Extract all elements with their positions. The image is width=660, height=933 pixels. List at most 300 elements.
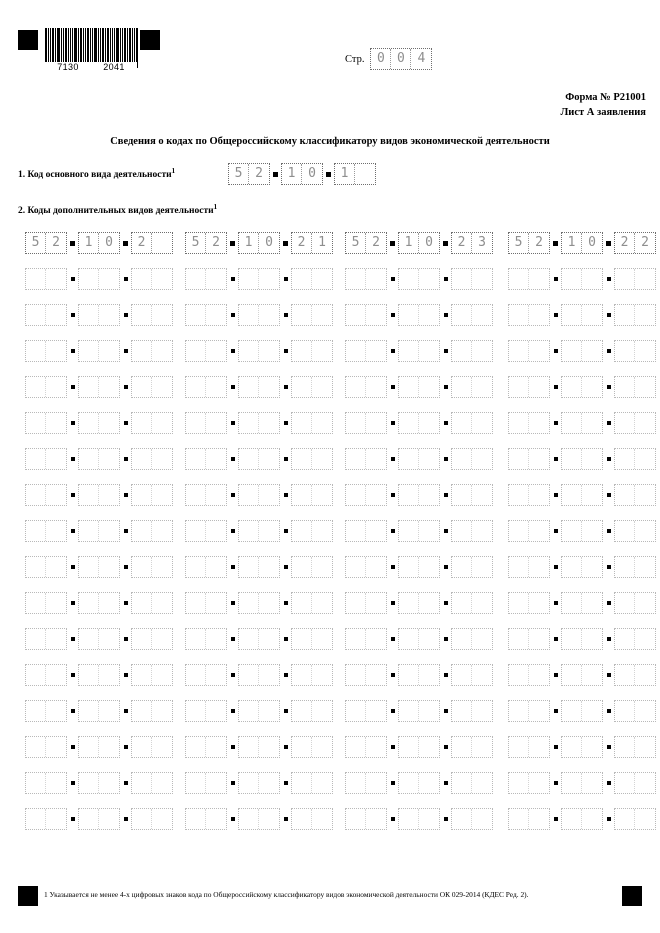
code-cell[interactable]: [99, 701, 119, 721]
code-cell[interactable]: [46, 413, 66, 433]
code-group[interactable]: [291, 520, 333, 542]
code-cell[interactable]: [259, 701, 279, 721]
code-cell[interactable]: [186, 449, 206, 469]
code-cell[interactable]: 2: [132, 233, 152, 253]
code-cell[interactable]: 0: [308, 166, 316, 181]
activity-code-field[interactable]: [25, 700, 173, 722]
code-group[interactable]: [561, 232, 603, 254]
activity-code-empty[interactable]: [345, 592, 493, 614]
code-cell[interactable]: [635, 521, 655, 541]
activity-code-empty[interactable]: [25, 520, 173, 542]
code-cell[interactable]: [635, 773, 655, 793]
activity-code-field[interactable]: [25, 628, 173, 650]
code-cell[interactable]: [419, 377, 439, 397]
code-group[interactable]: [238, 736, 280, 758]
code-cell[interactable]: [562, 773, 582, 793]
code-cell[interactable]: [292, 449, 312, 469]
activity-code-empty[interactable]: [25, 736, 173, 758]
activity-code-field[interactable]: [508, 628, 656, 650]
code-cell[interactable]: [99, 485, 119, 505]
code-cell[interactable]: [509, 449, 529, 469]
code-cell[interactable]: [366, 737, 386, 757]
activity-code-empty[interactable]: [185, 700, 333, 722]
code-cell[interactable]: [259, 305, 279, 325]
activity-code-filled[interactable]: [345, 232, 493, 254]
activity-code-empty[interactable]: [25, 340, 173, 362]
code-cell[interactable]: [312, 665, 332, 685]
code-cell[interactable]: [46, 737, 66, 757]
code-cell[interactable]: [186, 773, 206, 793]
code-group[interactable]: [291, 772, 333, 794]
code-group[interactable]: [614, 520, 656, 542]
code-group[interactable]: [508, 520, 550, 542]
code-group[interactable]: [508, 736, 550, 758]
code-group[interactable]: [398, 628, 440, 650]
code-cell[interactable]: [346, 449, 366, 469]
code-cell[interactable]: [26, 557, 46, 577]
code-group[interactable]: [561, 592, 603, 614]
code-cell[interactable]: [529, 665, 549, 685]
code-cell[interactable]: [452, 485, 472, 505]
code-cell[interactable]: [635, 485, 655, 505]
code-cell[interactable]: [615, 593, 635, 613]
activity-code-field[interactable]: [185, 304, 333, 326]
code-cell[interactable]: [259, 773, 279, 793]
code-group[interactable]: [228, 163, 270, 185]
code-cell[interactable]: [399, 521, 419, 541]
code-cell[interactable]: [46, 701, 66, 721]
activity-code-empty[interactable]: [25, 268, 173, 290]
code-group[interactable]: [131, 376, 173, 398]
code-cell[interactable]: [419, 413, 439, 433]
code-cell[interactable]: [635, 377, 655, 397]
code-group[interactable]: [561, 736, 603, 758]
code-cell[interactable]: 1: [79, 233, 99, 253]
code-cell[interactable]: [399, 809, 419, 829]
code-cell[interactable]: [366, 665, 386, 685]
code-group[interactable]: [185, 700, 227, 722]
code-cell[interactable]: [452, 629, 472, 649]
code-cell[interactable]: [529, 485, 549, 505]
activity-code-field[interactable]: [25, 484, 173, 506]
activity-code-field[interactable]: [345, 268, 493, 290]
code-cell[interactable]: [99, 305, 119, 325]
code-cell[interactable]: [99, 593, 119, 613]
activity-code-field[interactable]: [185, 772, 333, 794]
code-cell[interactable]: [615, 629, 635, 649]
activity-code-field[interactable]: [508, 448, 656, 470]
code-cell[interactable]: [582, 521, 602, 541]
activity-code-field[interactable]: [508, 412, 656, 434]
code-cell[interactable]: [562, 665, 582, 685]
code-cell[interactable]: [472, 377, 492, 397]
code-group[interactable]: [561, 376, 603, 398]
code-group[interactable]: [508, 628, 550, 650]
code-cell[interactable]: [366, 773, 386, 793]
code-cell[interactable]: [152, 557, 172, 577]
code-cell[interactable]: [239, 449, 259, 469]
activity-code-empty[interactable]: [25, 664, 173, 686]
code-group[interactable]: [291, 340, 333, 362]
code-cell[interactable]: [152, 377, 172, 397]
code-group[interactable]: [185, 304, 227, 326]
code-cell[interactable]: [239, 305, 259, 325]
activity-code-field[interactable]: [25, 268, 173, 290]
code-cell[interactable]: [239, 377, 259, 397]
code-cell[interactable]: [452, 701, 472, 721]
code-cell[interactable]: [26, 737, 46, 757]
code-cell[interactable]: [152, 449, 172, 469]
code-cell[interactable]: [582, 737, 602, 757]
activity-code-field[interactable]: [508, 376, 656, 398]
code-cell[interactable]: [292, 377, 312, 397]
code-cell[interactable]: [509, 809, 529, 829]
activity-code-field[interactable]: [345, 628, 493, 650]
code-cell[interactable]: [635, 665, 655, 685]
code-group[interactable]: [334, 163, 376, 185]
code-group[interactable]: [561, 700, 603, 722]
code-cell[interactable]: [509, 629, 529, 649]
code-group[interactable]: [451, 736, 493, 758]
code-cell[interactable]: [152, 305, 172, 325]
code-group[interactable]: [398, 304, 440, 326]
code-cell[interactable]: [99, 629, 119, 649]
activity-code-field[interactable]: [25, 376, 173, 398]
code-cell[interactable]: [355, 164, 375, 184]
code-cell[interactable]: [562, 521, 582, 541]
code-group[interactable]: [451, 664, 493, 686]
code-cell[interactable]: [419, 629, 439, 649]
activity-code-empty[interactable]: [185, 736, 333, 758]
code-cell[interactable]: [206, 737, 226, 757]
code-group[interactable]: [345, 592, 387, 614]
code-group[interactable]: [345, 412, 387, 434]
activity-code-empty[interactable]: [508, 304, 656, 326]
code-group[interactable]: [614, 808, 656, 830]
code-cell[interactable]: [399, 629, 419, 649]
code-cell[interactable]: [206, 809, 226, 829]
code-group[interactable]: [185, 772, 227, 794]
code-group[interactable]: [561, 556, 603, 578]
activity-code-field[interactable]: [25, 304, 173, 326]
code-group[interactable]: [398, 412, 440, 434]
code-group[interactable]: [291, 628, 333, 650]
code-cell[interactable]: [472, 593, 492, 613]
activity-code-empty[interactable]: [25, 448, 173, 470]
code-cell[interactable]: [582, 377, 602, 397]
code-cell[interactable]: [472, 701, 492, 721]
code-cell[interactable]: [635, 737, 655, 757]
code-cell[interactable]: 2: [452, 233, 472, 253]
code-cell[interactable]: [206, 557, 226, 577]
page-number-cell[interactable]: 0: [391, 49, 411, 69]
code-cell[interactable]: [529, 737, 549, 757]
code-group[interactable]: [345, 772, 387, 794]
activity-code-field[interactable]: [345, 664, 493, 686]
code-cell[interactable]: [239, 413, 259, 433]
code-cell[interactable]: [79, 341, 99, 361]
code-cell[interactable]: [99, 557, 119, 577]
activity-code-empty[interactable]: [185, 592, 333, 614]
code-cell[interactable]: [615, 809, 635, 829]
code-cell[interactable]: [79, 485, 99, 505]
code-cell[interactable]: [26, 413, 46, 433]
code-cell[interactable]: [239, 593, 259, 613]
code-group[interactable]: [345, 376, 387, 398]
code-group[interactable]: [131, 628, 173, 650]
activity-code-field[interactable]: [345, 592, 493, 614]
code-cell[interactable]: [509, 593, 529, 613]
code-cell[interactable]: [562, 809, 582, 829]
code-cell[interactable]: [346, 773, 366, 793]
code-cell[interactable]: [562, 701, 582, 721]
code-cell[interactable]: [99, 377, 119, 397]
code-cell[interactable]: [419, 521, 439, 541]
code-cell[interactable]: 2: [372, 235, 380, 250]
code-cell[interactable]: [26, 701, 46, 721]
code-cell[interactable]: [509, 485, 529, 505]
activity-code-field[interactable]: [185, 628, 333, 650]
activity-code-field[interactable]: [25, 808, 173, 830]
code-group[interactable]: [238, 772, 280, 794]
code-group[interactable]: [345, 268, 387, 290]
code-cell[interactable]: [399, 593, 419, 613]
code-cell[interactable]: [635, 557, 655, 577]
code-cell[interactable]: [79, 593, 99, 613]
code-cell[interactable]: [346, 305, 366, 325]
code-group[interactable]: [131, 736, 173, 758]
code-cell[interactable]: [472, 809, 492, 829]
code-cell[interactable]: [26, 521, 46, 541]
code-group[interactable]: [185, 628, 227, 650]
code-cell[interactable]: [292, 341, 312, 361]
activity-code-empty[interactable]: [345, 736, 493, 758]
code-group[interactable]: [451, 340, 493, 362]
activity-code-empty[interactable]: [185, 304, 333, 326]
code-cell[interactable]: [452, 341, 472, 361]
code-cell[interactable]: 1: [318, 235, 326, 250]
code-group[interactable]: [345, 448, 387, 470]
code-cell[interactable]: [399, 665, 419, 685]
code-cell[interactable]: [346, 341, 366, 361]
activity-code-field[interactable]: [508, 664, 656, 686]
code-cell[interactable]: 2: [615, 233, 635, 253]
code-group[interactable]: [451, 592, 493, 614]
code-cell[interactable]: [529, 377, 549, 397]
activity-code-field[interactable]: [185, 520, 333, 542]
activity-code-filled[interactable]: [185, 232, 333, 254]
code-cell[interactable]: 1: [282, 164, 302, 184]
code-cell[interactable]: [615, 341, 635, 361]
code-cell[interactable]: 0: [105, 235, 113, 250]
code-group[interactable]: [398, 232, 440, 254]
code-cell[interactable]: [206, 593, 226, 613]
code-cell[interactable]: 5: [186, 233, 206, 253]
code-cell[interactable]: [366, 269, 386, 289]
code-group[interactable]: [561, 484, 603, 506]
activity-code-empty[interactable]: [25, 700, 173, 722]
code-cell[interactable]: [46, 593, 66, 613]
code-cell[interactable]: [399, 557, 419, 577]
code-group[interactable]: [291, 304, 333, 326]
code-cell[interactable]: [26, 593, 46, 613]
code-group[interactable]: [25, 376, 67, 398]
code-cell[interactable]: [366, 701, 386, 721]
code-group[interactable]: [238, 304, 280, 326]
code-group[interactable]: [614, 412, 656, 434]
code-group[interactable]: [25, 556, 67, 578]
code-cell[interactable]: [152, 413, 172, 433]
code-cell[interactable]: [46, 449, 66, 469]
code-cell[interactable]: [366, 305, 386, 325]
page-number-boxes[interactable]: [370, 48, 432, 70]
code-cell[interactable]: [79, 737, 99, 757]
activity-code-empty[interactable]: [185, 520, 333, 542]
code-group[interactable]: [238, 412, 280, 434]
activity-code-empty[interactable]: [508, 592, 656, 614]
code-cell[interactable]: [206, 341, 226, 361]
code-cell[interactable]: [452, 809, 472, 829]
code-cell[interactable]: [366, 593, 386, 613]
code-group[interactable]: [451, 448, 493, 470]
code-cell[interactable]: [186, 341, 206, 361]
code-cell[interactable]: [562, 593, 582, 613]
code-group[interactable]: [25, 664, 67, 686]
code-cell[interactable]: [615, 521, 635, 541]
code-group[interactable]: [398, 484, 440, 506]
code-group[interactable]: [508, 772, 550, 794]
code-cell[interactable]: [399, 773, 419, 793]
code-cell[interactable]: [206, 449, 226, 469]
activity-code-empty[interactable]: [508, 700, 656, 722]
code-cell[interactable]: [206, 773, 226, 793]
code-cell[interactable]: [132, 593, 152, 613]
activity-code-empty[interactable]: [345, 268, 493, 290]
code-cell[interactable]: [99, 809, 119, 829]
activity-code-field[interactable]: [345, 232, 493, 254]
activity-code-empty[interactable]: [25, 628, 173, 650]
code-group[interactable]: [25, 808, 67, 830]
activity-code-field[interactable]: [185, 664, 333, 686]
code-group[interactable]: [614, 592, 656, 614]
code-cell[interactable]: [132, 269, 152, 289]
code-cell[interactable]: [346, 521, 366, 541]
code-cell[interactable]: [582, 593, 602, 613]
code-cell[interactable]: [366, 557, 386, 577]
code-cell[interactable]: [582, 701, 602, 721]
activity-code-field[interactable]: [345, 340, 493, 362]
code-cell[interactable]: [99, 341, 119, 361]
code-cell[interactable]: [366, 485, 386, 505]
code-cell[interactable]: [239, 809, 259, 829]
code-group[interactable]: [291, 592, 333, 614]
code-group[interactable]: [78, 592, 120, 614]
code-cell[interactable]: [152, 809, 172, 829]
activity-code-empty[interactable]: [25, 412, 173, 434]
activity-code-field[interactable]: [185, 592, 333, 614]
code-cell[interactable]: [509, 665, 529, 685]
code-group[interactable]: [78, 736, 120, 758]
code-cell[interactable]: [635, 629, 655, 649]
code-cell[interactable]: [152, 485, 172, 505]
code-cell[interactable]: [582, 449, 602, 469]
code-cell[interactable]: [152, 593, 172, 613]
code-cell[interactable]: [186, 629, 206, 649]
code-group[interactable]: [398, 664, 440, 686]
code-cell[interactable]: [366, 413, 386, 433]
code-cell[interactable]: [186, 269, 206, 289]
activity-code-empty[interactable]: [345, 376, 493, 398]
code-cell[interactable]: [562, 449, 582, 469]
code-group[interactable]: [78, 520, 120, 542]
code-group[interactable]: [185, 808, 227, 830]
code-group[interactable]: [78, 772, 120, 794]
code-cell[interactable]: 2: [535, 235, 543, 250]
code-cell[interactable]: [132, 701, 152, 721]
activity-code-empty[interactable]: [508, 736, 656, 758]
code-group[interactable]: [398, 448, 440, 470]
activity-code-field[interactable]: [185, 376, 333, 398]
activity-code-field[interactable]: [508, 736, 656, 758]
code-group[interactable]: [131, 556, 173, 578]
code-cell[interactable]: [26, 809, 46, 829]
code-cell[interactable]: [582, 809, 602, 829]
code-group[interactable]: [614, 340, 656, 362]
code-cell[interactable]: [99, 413, 119, 433]
code-cell[interactable]: [206, 413, 226, 433]
activity-code-empty[interactable]: [508, 376, 656, 398]
activity-code-field[interactable]: [25, 736, 173, 758]
activity-code-empty[interactable]: [25, 772, 173, 794]
code-cell[interactable]: [635, 269, 655, 289]
code-group[interactable]: [291, 268, 333, 290]
code-cell[interactable]: [419, 737, 439, 757]
code-group[interactable]: [281, 163, 323, 185]
code-group[interactable]: [25, 700, 67, 722]
code-cell[interactable]: [312, 737, 332, 757]
activity-code-empty[interactable]: [185, 376, 333, 398]
code-group[interactable]: [561, 304, 603, 326]
code-cell[interactable]: [399, 305, 419, 325]
code-cell[interactable]: [562, 737, 582, 757]
code-cell[interactable]: [419, 665, 439, 685]
code-cell[interactable]: 2: [641, 235, 649, 250]
code-cell[interactable]: [132, 413, 152, 433]
code-cell[interactable]: [615, 701, 635, 721]
code-group[interactable]: [131, 304, 173, 326]
code-cell[interactable]: [186, 413, 206, 433]
activity-code-field[interactable]: [345, 412, 493, 434]
code-cell[interactable]: [472, 665, 492, 685]
code-group[interactable]: [398, 772, 440, 794]
code-cell[interactable]: [99, 449, 119, 469]
code-group[interactable]: [25, 772, 67, 794]
code-cell[interactable]: [186, 593, 206, 613]
code-cell[interactable]: [562, 341, 582, 361]
code-cell[interactable]: [292, 809, 312, 829]
code-cell[interactable]: [259, 737, 279, 757]
page-number-group[interactable]: [370, 48, 432, 70]
code-group[interactable]: [561, 412, 603, 434]
code-cell[interactable]: [292, 737, 312, 757]
code-group[interactable]: [508, 484, 550, 506]
activity-code-field[interactable]: [185, 700, 333, 722]
code-cell[interactable]: [346, 701, 366, 721]
code-cell[interactable]: [152, 701, 172, 721]
code-group[interactable]: [238, 340, 280, 362]
code-group[interactable]: [291, 448, 333, 470]
activity-code-field[interactable]: [508, 304, 656, 326]
